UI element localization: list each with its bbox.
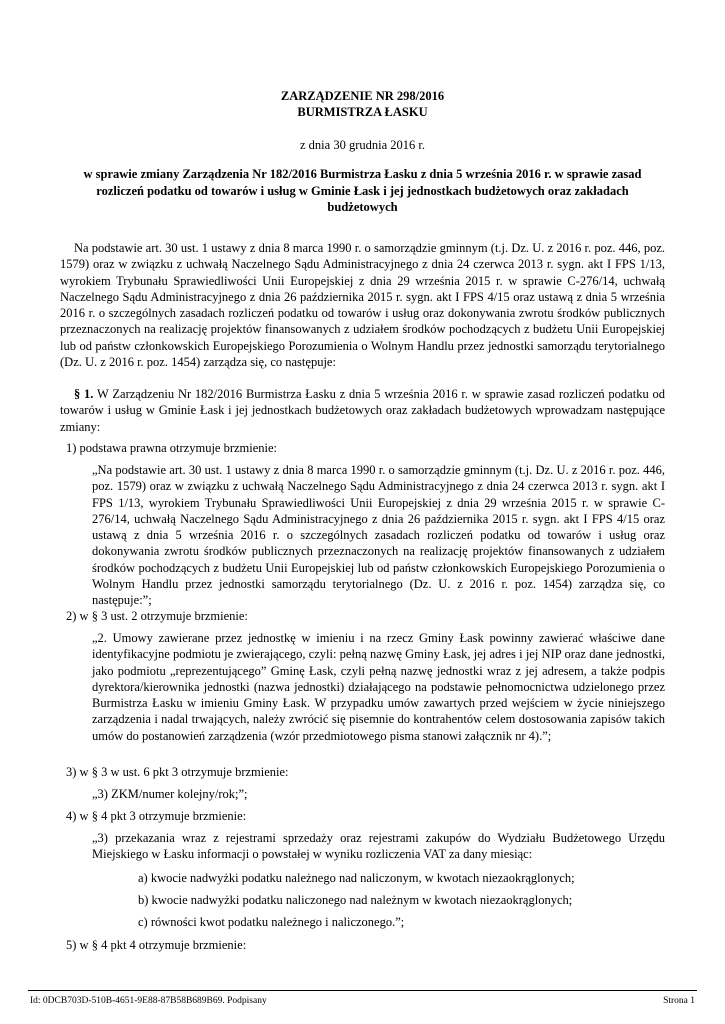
section-1-text: W Zarządzeniu Nr 182/2016 Burmistrza Łasku z dnia 5 września 2016 r. w sprawie zasad rozliczeń podatku od towarów i usług w Gminie Łask i jej jednostkach budżetowych oraz zakładach budżetowych wprowadzam następujące zmiany: <box>60 387 666 434</box>
item-5-intro: 5) w § 4 pkt 4 otrzymuje brzmienie: <box>66 938 247 952</box>
section-1 <box>60 386 665 435</box>
item-1-quote: „Na podstawie art. 30 ust. 1 ustawy z dnia 8 marca 1990 r. o samorządzie gminnym (t.j. Dz. U. z 2016 r. poz. 446, poz. 1579) oraz w związku z uchwałą Naczelnego Sądu Administracyjnego z dnia 24 czerwca 2013 r. sygn. akt I FPS 1/13, wyrokiem Trybunału Sprawiedliwości Unii Europejskiej z dnia 29 września 2015 r. w sprawie C-276/14, uchwałą Naczelnego Sądu Administracyjnego z dnia 26 października 2015 r. sygn. akt I FPS 4/15 oraz ustawą z dnia 5 września 2016 r. o szczególnych zasadach rozliczeń podatku od towarów i usług oraz dokonywania zwrotu środków publicznych przeznaczonych na realizację projektów finansowanych z udziałem środków pochodzących z budżetu Unii Europejskiej lub od państw członkowskich Europejskiego Porozumienia o Wolnym Handlu przez jednostki samorządu terytorialnego (Dz. U. z 2016 r. poz. 1454) zarządza się, co następuje:”; <box>92 463 665 608</box>
footer-document-id: Id: 0DCB703D-510B-4651-9E88-87B58B689B69. Podpisany <box>30 996 267 1006</box>
item-1-intro: 1) podstawa prawna otrzymuje brzmienie: <box>66 441 278 455</box>
document-title-issuer: BURMISTRZA ŁASKU <box>297 105 428 119</box>
item-4-quote: „3) przekazania wraz z rejestrami sprzedaży oraz rejestrami zakupów do Wydziału Budżetowego Urzędu Miejskiego w Łasku informacji o powstałej w wyniku rozliczenia VAT za dany miesiąc: <box>92 831 665 862</box>
item-4-sub-c: c) równości kwot podatku należnego i naliczonego.”; <box>138 915 405 929</box>
item-2-intro: 2) w § 3 ust. 2 otrzymuje brzmienie: <box>66 609 248 623</box>
document-subject: w sprawie zmiany Zarządzenia Nr 182/2016 Burmistrza Łasku z dnia 5 września 2016 r. w sprawie zasad rozliczeń podatku od towarów i usług w Gminie Łask i jej jednostkach budżetowych oraz zakładach budżetowych <box>83 167 642 214</box>
footer-page-number: Strona 1 <box>663 996 695 1006</box>
document-date: z dnia 30 grudnia 2016 r. <box>300 138 425 152</box>
item-4-intro: 4) w § 4 pkt 3 otrzymuje brzmienie: <box>66 809 247 823</box>
section-1-label: § 1. <box>74 387 94 401</box>
item-2-quote: „2. Umowy zawierane przez jednostkę w imieniu i na rzecz Gminy Łask powinny zawierać właściwe dane identyfikacyjne podmiotu je zwierającego, czyli: pełną nazwę Gminy Łask, jej adres i jej NIP oraz dane jednostki, jako podmiotu „reprezentującego” Gminę Łask, czyli pełną nazwę jednostki wraz z jej adresem, a także podpis dyrektora/kierownika jednostki (nazwa jednostki) działającego na podstawie pełnomocnictwa udzielonego przez Burmistrza Łasku w imieniu Gminy Łask. W przypadku umów zawartych przed wejściem w życie niniejszego zarządzenia i nadal trwających, należy zwrócić się pisemnie do kontrahentów celem dostosowania zapisów takich umów do postanowień zarządzenia (wzór przedmiotowego pisma stanowi załącznik nr 4).”; <box>92 631 665 743</box>
item-3-intro: 3) w § 3 w ust. 6 pkt 3 otrzymuje brzmienie: <box>66 765 289 779</box>
item-4-sub-b: b) kwocie nadwyżki podatku naliczonego nad należnym w kwotach niezaokrąglonych; <box>138 893 573 907</box>
item-3-quote: „3) ZKM/numer kolejny/rok;”; <box>92 787 248 801</box>
preamble: Na podstawie art. 30 ust. 1 ustawy z dnia 8 marca 1990 r. o samorządzie gminnym (t.j. Dz. U. z 2016 r. poz. 446, poz. 1579) oraz w związku z uchwałą Naczelnego Sądu Administracyjnego z dnia 24 czerwca 2013 r. sygn. akt I FPS 1/13, wyrokiem Trybunału Sprawiedliwości Unii Europejskiej z dnia 29 września 2015 r. w sprawie C-276/14, uchwałą Naczelnego Sądu Administracyjnego z dnia 26 października 2015 r. sygn. akt I FPS 4/15 oraz ustawą z dnia 5 września 2016 r. o szczególnych zasadach rozliczeń podatku od towarów i usług oraz dokonywania zwrotu środków publicznych przeznaczonych na realizację projektów finansowanych z udziałem środków pochodzących z budżetu Unii Europejskiej lub od państw członkowskich Europejskiego Porozumienia o Wolnym Handlu przez jednostki samorządu terytorialnego (Dz. U. z 2016 r. poz. 1454) zarządza się, co następuje: <box>60 241 665 370</box>
footer-divider <box>28 990 697 991</box>
document-title-number: ZARZĄDZENIE NR 298/2016 <box>280 89 445 103</box>
item-4-sub-a: a) kwocie nadwyżki podatku należnego nad naliczonym, w kwotach niezaokrąglonych; <box>138 871 575 885</box>
